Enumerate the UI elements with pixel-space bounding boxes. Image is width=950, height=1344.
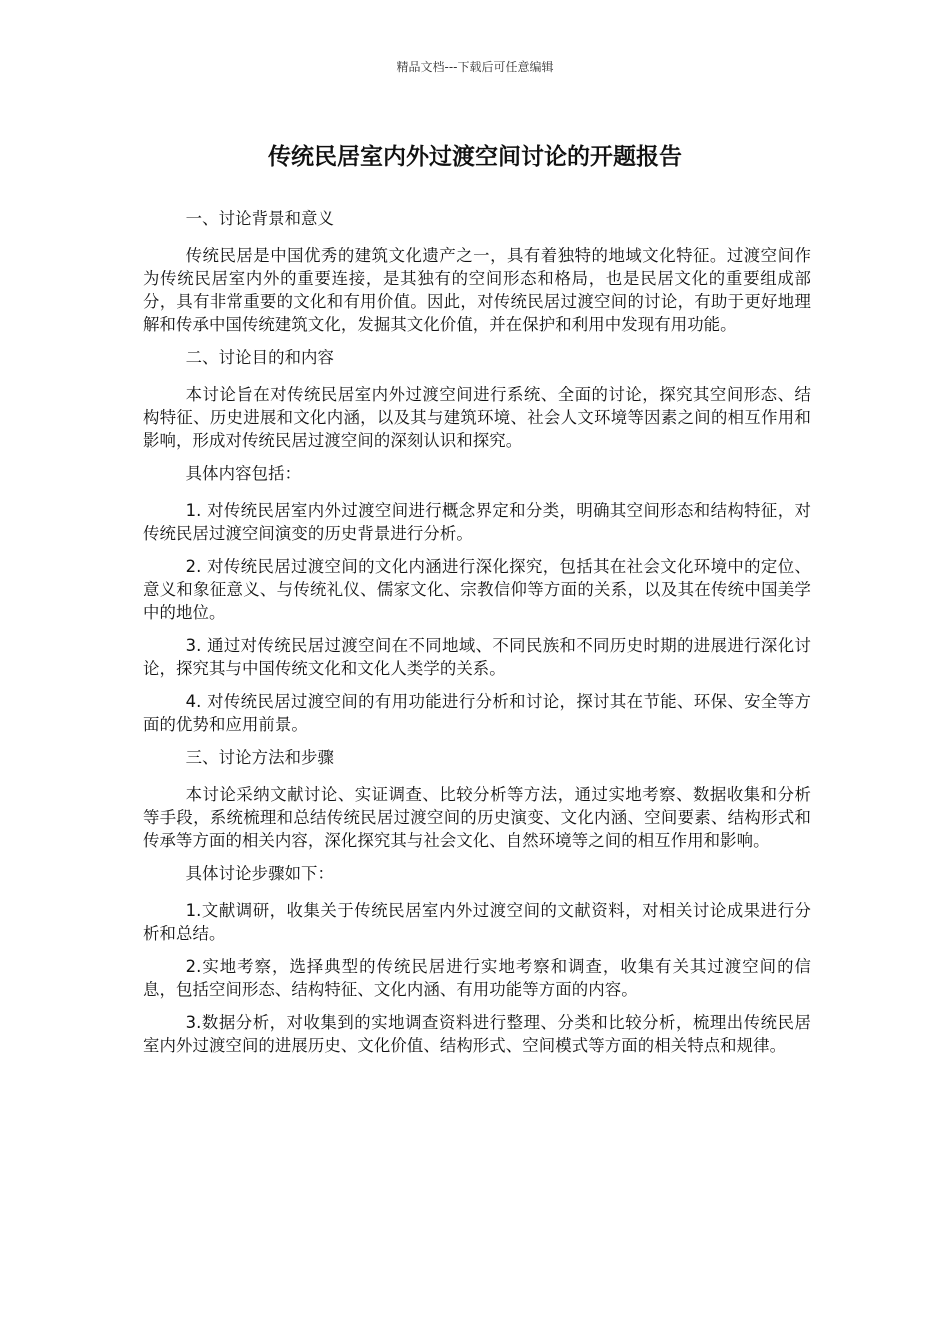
paragraph-purpose: 本讨论旨在对传统民居室内外过渡空间进行系统、全面的讨论，探究其空间形态、结构特征、历史进展和文化内涵，以及其与建筑环境、社会人文环境等因素之间的相互作用和影响，形成对传统民居过渡空间的深刻认识和探究。 (143, 385, 811, 450)
header-note: 精品文档---下载后可任意编辑 (396, 60, 554, 74)
list-item-step-3: 3.数据分析，对收集到的实地调查资料进行整理、分类和比较分析，梳理出传统民居室内外过渡空间的进展历史、文化价值、结构形式、空间模式等方面的相关特点和规律。 (143, 1013, 811, 1055)
paragraph-steps-intro: 具体讨论步骤如下： (185, 864, 335, 883)
list-item-step-1: 1.文献调研，收集关于传统民居室内外过渡空间的文献资料，对相关讨论成果进行分析和总结。 (143, 901, 811, 943)
document-title: 传统民居室内外过渡空间讨论的开题报告 (268, 144, 682, 170)
document-body (143, 207, 811, 1067)
list-item-content-3: 3. 通过对传统民居过渡空间在不同地域、不同民族和不同历史时期的进展进行深化讨论，探究其与中国传统文化和文化人类学的关系。 (143, 636, 811, 678)
section-heading-methods: 三、讨论方法和步骤 (185, 748, 335, 767)
list-item-step-2: 2.实地考察，选择典型的传统民居进行实地考察和调查，收集有关其过渡空间的信息，包括空间形态、结构特征、文化内涵、有用功能等方面的内容。 (143, 957, 811, 999)
section-heading-purpose: 二、讨论目的和内容 (185, 348, 335, 367)
section-heading-background: 一、讨论背景和意义 (185, 209, 335, 228)
list-item-content-4: 4. 对传统民居过渡空间的有用功能进行分析和讨论，探讨其在节能、环保、安全等方面的优势和应用前景。 (143, 692, 811, 734)
list-item-content-2: 2. 对传统民居过渡空间的文化内涵进行深化探究，包括其在社会文化环境中的定位、意义和象征意义、与传统礼仪、儒家文化、宗教信仰等方面的关系，以及其在传统中国美学中的地位。 (143, 557, 811, 622)
paragraph-methods: 本讨论采纳文献讨论、实证调查、比较分析等方法，通过实地考察、数据收集和分析等手段，系统梳理和总结传统民居过渡空间的历史演变、文化内涵、空间要素、结构形式和传承等方面的相关内容，深化探究其与社会文化、自然环境等之间的相互作用和影响。 (143, 785, 811, 850)
paragraph-background: 传统民居是中国优秀的建筑文化遗产之一，具有着独特的地域文化特征。过渡空间作为传统民居室内外的重要连接，是其独有的空间形态和格局，也是民居文化的重要组成部分，具有非常重要的文化和有用价值。因此，对传统民居过渡空间的讨论，有助于更好地理解和传承中国传统建筑文化，发掘其文化价值，并在保护和利用中发现有用功能。 (143, 246, 811, 334)
paragraph-content-intro: 具体内容包括： (185, 464, 302, 483)
list-item-content-1: 1. 对传统民居室内外过渡空间进行概念界定和分类，明确其空间形态和结构特征，对传统民居过渡空间演变的历史背景进行分析。 (143, 501, 811, 543)
